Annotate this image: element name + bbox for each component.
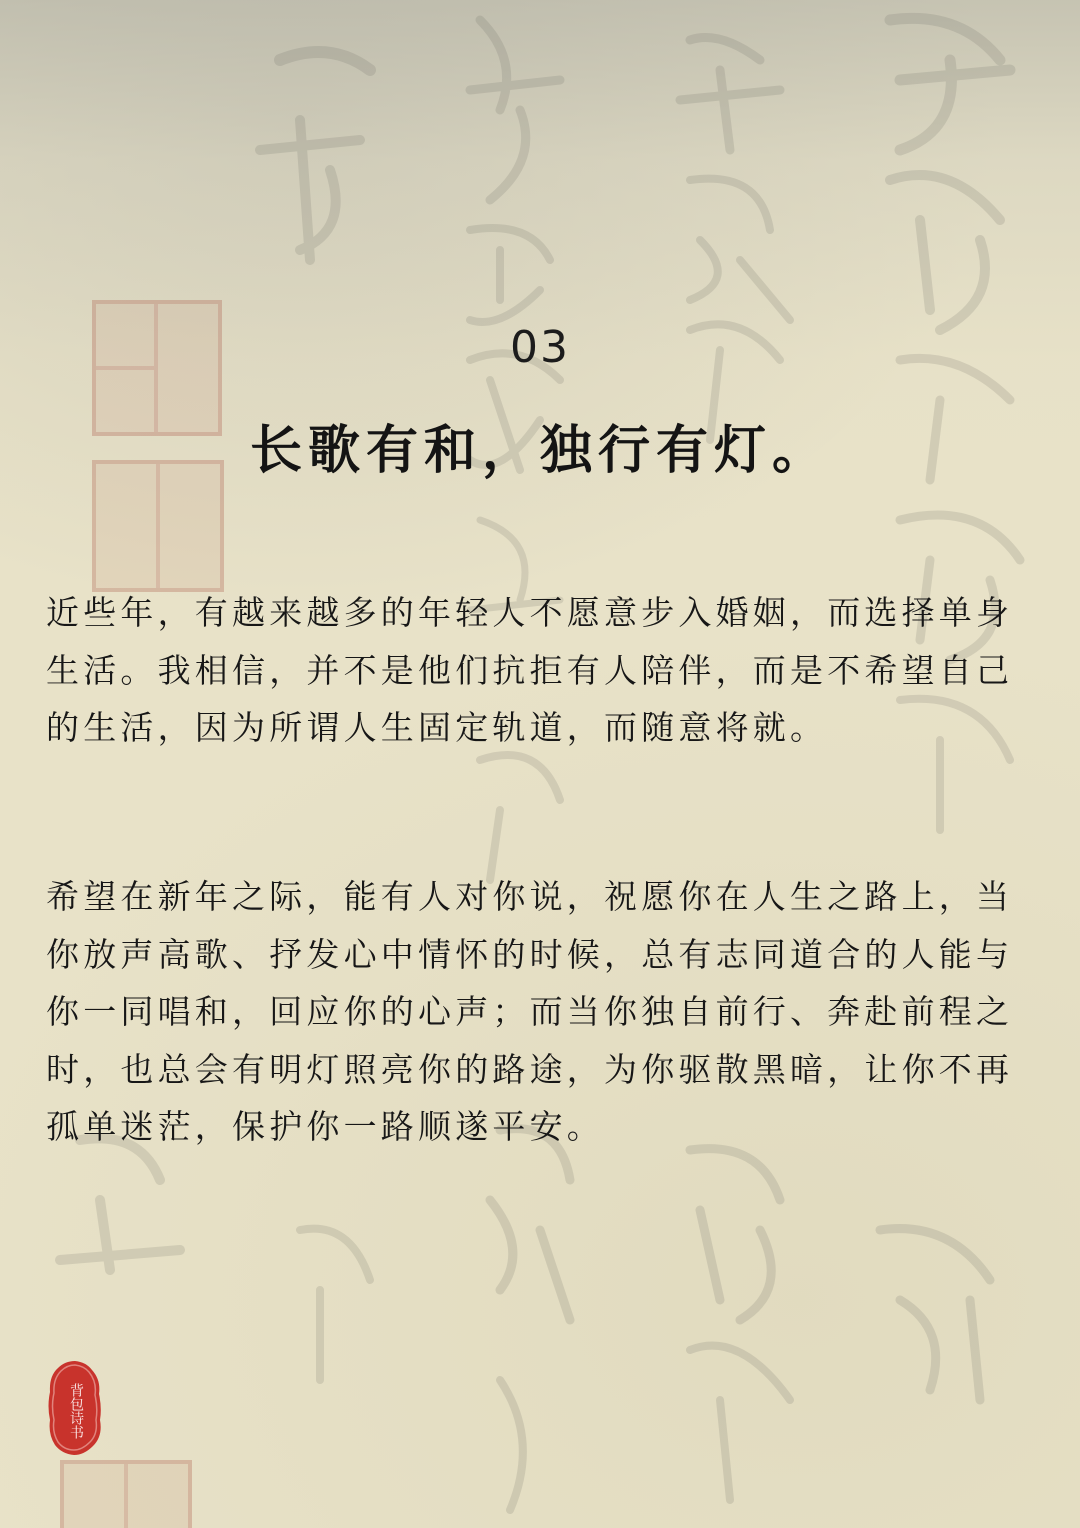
seal-stamp bbox=[46, 1358, 104, 1458]
faded-seal-bottom bbox=[60, 1460, 192, 1528]
body-paragraph-1: 近些年，有越来越多的年轻人不愿意步入婚姻，而选择单身生活。我相信，并不是他们抗拒有人陪伴，而是不希望自己的生活，因为所谓人生固定轨道，而随意将就。 bbox=[46, 593, 1014, 747]
headline: 长歌有和，独行有灯。 bbox=[249, 420, 830, 481]
section-number: 03 bbox=[510, 322, 570, 373]
body-paragraph-2: 希望在新年之际，能有人对你说，祝愿你在人生之路上，当你放声高歌、抒发心中情怀的时候，总有志同道合的人能与你一同唱和，回应你的心声；而当你独自前行、奔赴前程之时，也总会有明灯照亮你的路途，为你驱散黑暗，让你不再孤单迷茫，保护你一路顺遂平安。 bbox=[46, 877, 1014, 1146]
seal-stamp-text: 背包诗书 bbox=[68, 1383, 84, 1439]
